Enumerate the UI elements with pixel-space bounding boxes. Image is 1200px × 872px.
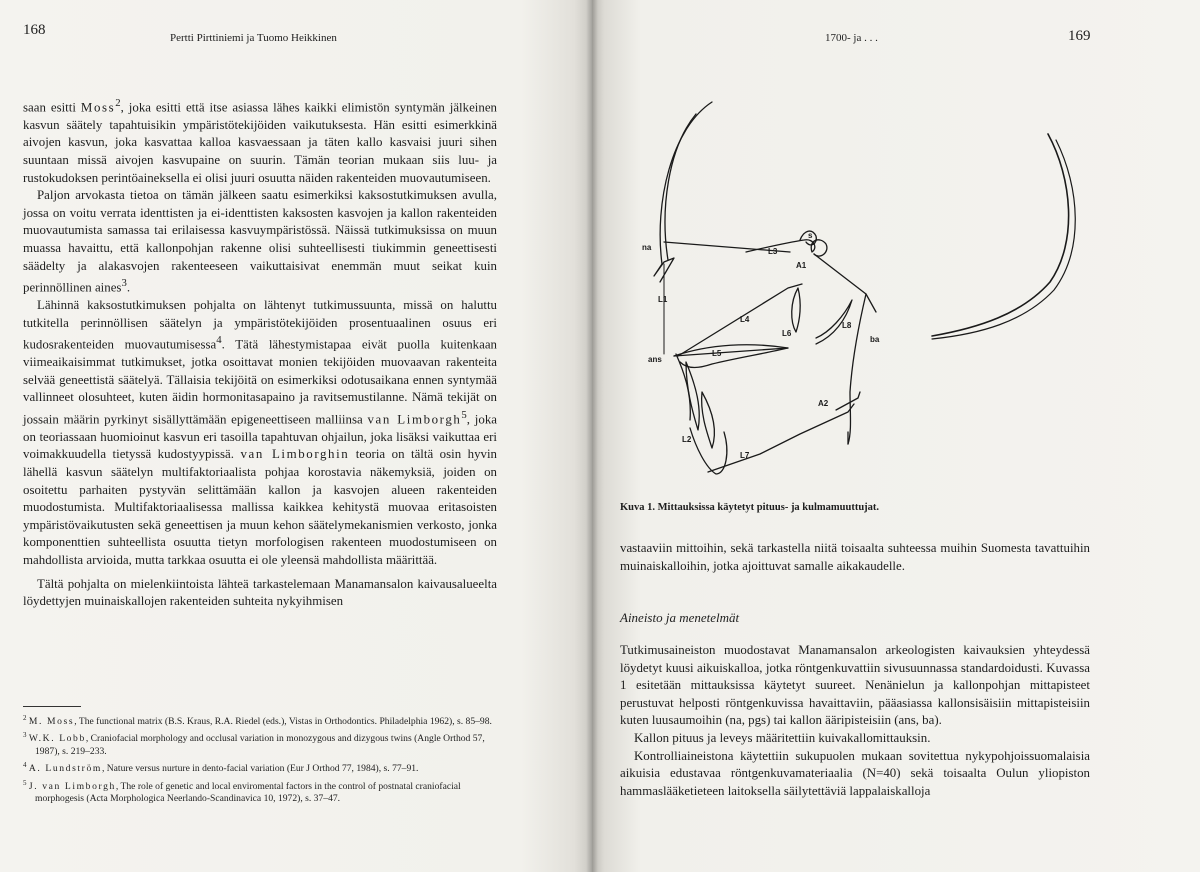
occipital-curve: [932, 134, 1069, 336]
page-number-right: 169: [1068, 28, 1091, 44]
skull-tracing-drawing: [640, 92, 1090, 487]
running-head-left: Pertti Pirttiniemi ja Tuomo Heikkinen: [170, 32, 337, 44]
label-l8: L8: [842, 321, 852, 330]
label-l1: L1: [658, 295, 668, 304]
mandible-lower-border: [708, 404, 854, 472]
label-s: s: [808, 231, 813, 240]
a2-line: [836, 392, 860, 410]
left-page: [0, 0, 592, 872]
section-paragraph-1: Tutkimusaineiston muodostavat Manamansalon arkeologisten kaivauksien yhteydessä löydetyt kuusi aikuiskalloa, jotka röntgenkuvattiin sivusuunnassa standardoidusti. Kuvassa 1 esitetään mittauksissa käytetyt suureet. Nenänielun ja kallonpohjan mittapisteet perustuvat helposti röntgenkuvissa havaittaviin, pääasiassa kallonsisäisiin mittapisteisiin kuten luusaumoihin (na, pgs) tai kallon ääripisteisiin (ans, ba).: [620, 643, 1090, 728]
clivus-line: [814, 254, 876, 312]
left-body-text: [23, 95, 497, 611]
footnote-ref-2[interactable]: 2: [115, 97, 121, 109]
label-ans: ans: [648, 355, 662, 364]
footnotes: [23, 712, 493, 807]
author-name-van-limborghin: van Limborghin: [240, 447, 350, 462]
pterygoid-process: [792, 288, 800, 332]
footnote-ref-4[interactable]: 4: [216, 334, 222, 347]
label-l4: L4: [740, 315, 750, 324]
cephalometric-figure: [640, 92, 1090, 487]
author-name-moss: Moss: [80, 100, 116, 115]
label-a2: A2: [818, 399, 829, 408]
ramus-posterior: [848, 294, 866, 444]
label-l7: L7: [740, 451, 750, 460]
upper-incisor: [686, 362, 699, 430]
paragraph-2: Paljon arvokasta tietoa on tämän jälkeen saatu esimerkiksi kaksostutkimuksen avulla, jossa on voitu verrata identtisten ja ei-identtisten kaksosten kasvojen ja kallon rakenteiden muovautumista samassa tai erilaisessa kasvuympäristössä. Näissä tutkimuksissa on muun muassa havaittu, että kallonpohjan rakenne olisi suhteellisesti tiukimmin geneettisesti säädelty ja alakasvojen rakenteeseen vaikuttaisivat enemmän muut seikat kuin perinnöllinen aines$^3$.: [23, 188, 497, 295]
footnote-divider: [23, 706, 81, 707]
label-a1: A1: [796, 261, 807, 270]
running-head-right: 1700- ja . . .: [825, 32, 878, 44]
label-na: na: [642, 243, 652, 252]
label-l6: L6: [782, 329, 792, 338]
continuation-paragraph: vastaaviin mittoihin, sekä tarkastella niitä toisaalta suhteessa muihin Suomesta tavattuihin muinaiskalloihin, jotka ajoittuvat samalle aikakaudelle.: [620, 541, 1090, 573]
right-section-text: [620, 642, 1090, 800]
label-l3: L3: [768, 247, 778, 256]
figure-caption: Kuva 1. Mittauksissa käytetyt pituus- ja kulmamuuttujat.: [620, 502, 880, 513]
label-l2: L2: [682, 435, 692, 444]
occipital-inner-curve: [932, 140, 1075, 339]
section-paragraph-3: Kontrolliaineistona käytettiin sukupuolen mukaan sovitettua nykypohjoissuomalaisia aikuisia edustavaa röntgenkuvamateriaalia (N=40) sekä toisaalta Oulun yliopiston hammaslääketieteen laitoksella säilytettäviä lappalaiskalloja: [620, 748, 1090, 798]
right-continuation-text: [620, 540, 1090, 575]
author-name-van-limborgh: van Limborgh: [367, 412, 462, 427]
label-l5: L5: [712, 349, 722, 358]
page-number-left: 168: [23, 22, 46, 38]
paragraph-1: saan esitti Moss$^2$, joka esitti että itse asiassa lähes kaikki elimistön syntymän jälkeinen kasvun säätely tapahtuisikin ympäristötekijöiden vaikutuksesta. Hän esitti esimerkkinä aivojen kasvun, joka kasvattaa kalloa kasvaessaan ja täten kallo kasvaisi juuri sihen suuntaan missä aivojen kasvupaine on suurin. Tämän teorian mukaan siis luu- ja rustokudoksen perintöaineksella ei olisi juuri osuutta näiden rakenteiden muovautumiseen.: [23, 97, 497, 185]
footnote-3: $^3$ W.K. Lobb, Craniofacial morphology and occlusal variation in monozygous and dizygous twins (Angle Orthod 57, 1987), s. 219–233.: [23, 731, 485, 757]
footnote-ref-3[interactable]: 3: [121, 277, 127, 290]
label-ba: ba: [870, 335, 880, 344]
lower-incisor: [702, 392, 715, 448]
paragraph-4: Tältä pohjalta on mielenkiintoista lähteä tarkastelemaan Manamansalon kaivausalueelta löydettyjen muinaiskallojen rakenteiden suhteita nykyihmisen: [23, 576, 497, 609]
section-heading: Aineisto ja menetelmät: [620, 610, 740, 625]
footnote-ref-5[interactable]: 5: [461, 408, 467, 421]
book-gutter: [586, 0, 598, 872]
footnote-2: $^2$ M. Moss, The functional matrix (B.S. Kraus, R.A. Riedel (eds.), Vistas in Orthodontics. Philadelphia 1962), s. 85–98.: [23, 714, 492, 728]
paragraph-3: Lähinnä kaksostutkimuksen pohjalta on lähtenyt tutkimussuunta, missä on haluttu tutkitella perinnöllisen säätelyn ja ympäristötekijöiden prosentuaalinen osuus eri kudosrakenteiden muovautumisessa$^4$. Tätä lähestymistapaa eivät puolla kuitenkaan viimeaikaisimmat tutkimukset, jotka osoittavat monien tekijöiden muovaavan rakenteita selvää geneettistä säätelyä. Tällaisia tekijöitä on esimerkiksi odotusaikana ennen syntymää vallinneet olosuhteet, kuten äidin hormonitasapaino ja ravitsemustilanne. Nämä tekijät on jossain määrin pyrkinyt sisällyttämään epigeneettiseen malliinsa van Limborgh$^5$, joka on teoriassaan huomioinut kasvun eri tasoilla tapahtuvan ohjailun, joka lisäksi vaikuttaa eri voimakkuudella tietyssä kudostyypissä. van Limborghin teoria on tältä osin hyvin lähellä kasvun säätelyn multifaktoriaalista pohjaa korostavia näkemyksiä, joiden on osoitettu parhaiten pystyvän selittämään kallon ja kasvojen alueen rakenteiden muodostumista. Multifaktoriaalisessa mallissa kaikkea kehitystä muovaa eritasoisten ympäristövaikutusten sekä geneettisen ja muun kehon säätelymekanismien verkosto, jonka komponenttien suhteellista osuutta tietyn morfologisen rakenteen muodostumiseen on mahdollista arvioida, mutta tarkkaa osuutta ei ole yleensä mahdollista määrittää.: [23, 298, 498, 568]
footnote-4: $^4$ A. Lundström, Nature versus nurture in dento-facial variation (Eur J Orthod 77, 1984), s. 77–91.: [23, 761, 419, 775]
section-paragraph-2: Kallon pituus ja leveys määritettiin kuivakallomittauksin.: [634, 730, 931, 745]
footnote-5: $^5$ J. van Limborgh, The role of genetic and local enviromental factors in the control of postnatal craniofacial morphogesis (Acta Morphologica Neerlando-Scandinavica 10, 1972), s. 37–47.: [23, 778, 461, 805]
frontal-inner-arc: [665, 114, 696, 260]
